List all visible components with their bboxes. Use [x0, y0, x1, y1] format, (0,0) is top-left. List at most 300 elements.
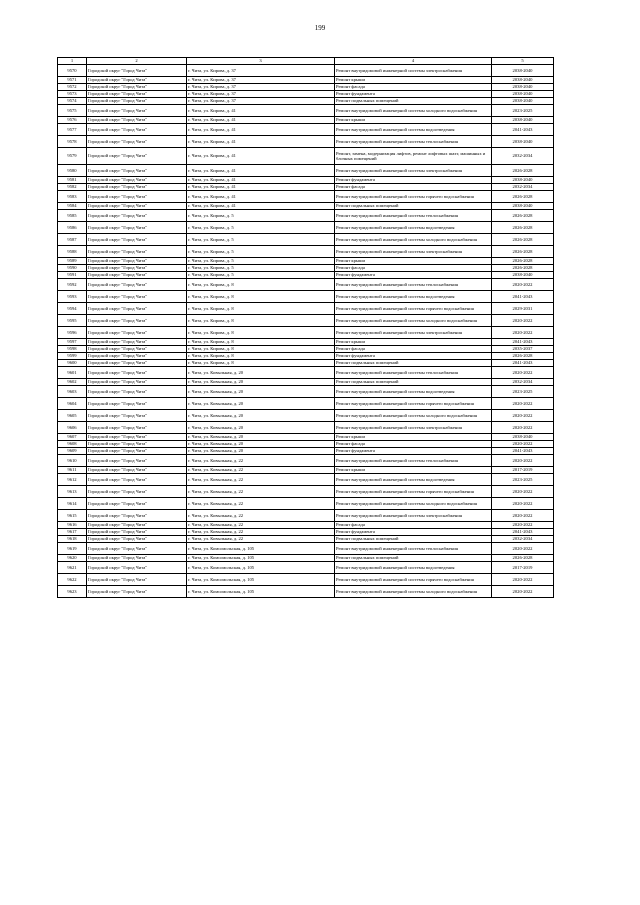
table-row	[58, 386, 554, 398]
row-organization: Городской округ "Город Чита"	[87, 353, 187, 360]
row-number: 9583	[58, 191, 87, 203]
row-organization: Городской округ "Город Чита"	[87, 386, 187, 398]
row-number: 9622	[58, 574, 87, 586]
row-period: 2020-2022	[492, 574, 554, 586]
row-organization: Городской округ "Город Чита"	[87, 184, 187, 191]
table-row	[58, 422, 554, 434]
row-number: 9584	[58, 203, 87, 210]
row-address: г. Чита, ул. Кирова, д. 37	[187, 77, 335, 84]
row-organization: Городской округ "Город Чита"	[87, 379, 187, 386]
row-work-type: Ремонт внутридомовой инженерной системы теплоснабжения	[335, 367, 492, 379]
table-row	[58, 203, 554, 210]
row-organization: Городской округ "Город Чита"	[87, 474, 187, 486]
row-address: г. Чита, ул. Ковыльная, д. 22	[187, 510, 335, 522]
row-number: 9592	[58, 279, 87, 291]
row-number: 9585	[58, 210, 87, 222]
row-number: 9621	[58, 562, 87, 574]
table-row	[58, 177, 554, 184]
row-number: 9577	[58, 124, 87, 136]
row-address: г. Чита, ул. Кирова, д. 5	[187, 272, 335, 279]
row-work-type: Ремонт внутридомовой инженерной системы холодного водоснабжения	[335, 586, 492, 598]
row-organization: Городской округ "Город Чита"	[87, 360, 187, 367]
row-period: 2020-2022	[492, 367, 554, 379]
row-organization: Городской округ "Город Чита"	[87, 177, 187, 184]
row-organization: Городской округ "Город Чита"	[87, 529, 187, 536]
row-period: 2026-2028	[492, 222, 554, 234]
table-row	[58, 191, 554, 203]
table-row	[58, 136, 554, 148]
row-address: г. Чита, ул. Ковыльная, д. 22	[187, 522, 335, 529]
row-organization: Городской округ "Город Чита"	[87, 84, 187, 91]
row-work-type: Ремонт внутридомовой инженерной системы теплоснабжения	[335, 210, 492, 222]
row-organization: Городской округ "Город Чита"	[87, 98, 187, 105]
table-row	[58, 543, 554, 555]
row-number: 9620	[58, 555, 87, 562]
row-address: г. Чита, ул. Кирова, д. 37	[187, 84, 335, 91]
row-work-type: Ремонт внутридомовой инженерной системы горячего водоснабжения	[335, 303, 492, 315]
row-number: 9589	[58, 258, 87, 265]
row-period: 2026-2028	[492, 191, 554, 203]
row-address: г. Чита, ул. Кирова, д. 5	[187, 258, 335, 265]
row-address: г. Чита, ул. Ковыльная, д. 20	[187, 448, 335, 455]
row-period: 2026-2028	[492, 258, 554, 265]
row-organization: Городской округ "Город Чита"	[87, 455, 187, 467]
row-work-type: Ремонт внутридомовой инженерной системы теплоснабжения	[335, 279, 492, 291]
row-period: 2038-2040	[492, 272, 554, 279]
row-address: г. Чита, ул. Ковыльная, д. 22	[187, 486, 335, 498]
row-work-type: Ремонт внутридомовой инженерной системы электроснабжения	[335, 422, 492, 434]
row-period: 2020-2022	[492, 398, 554, 410]
row-number: 9581	[58, 177, 87, 184]
row-organization: Городской округ "Город Чита"	[87, 258, 187, 265]
row-address: г. Чита, ул. Кирова, д. 37	[187, 98, 335, 105]
row-period: 2026-2028	[492, 265, 554, 272]
row-number: 9617	[58, 529, 87, 536]
table-row	[58, 98, 554, 105]
row-period: 2041-2043	[492, 291, 554, 303]
row-address: г. Чита, ул. Ковыльная, д. 20	[187, 367, 335, 379]
row-address: г. Чита, ул. Ковыльная, д. 22	[187, 474, 335, 486]
table-row	[58, 117, 554, 124]
row-work-type: Ремонт внутридомовой инженерной системы водоотведения	[335, 124, 492, 136]
row-work-type: Ремонт внутридомовой инженерной системы холодного водоснабжения	[335, 315, 492, 327]
row-organization: Городской округ "Город Чита"	[87, 291, 187, 303]
row-work-type: Ремонт крыши	[335, 117, 492, 124]
row-work-type: Ремонт фундамента	[335, 272, 492, 279]
row-number: 9611	[58, 467, 87, 474]
row-organization: Городской округ "Город Чита"	[87, 339, 187, 346]
row-address: г. Чита, ул. Ковыльная, д. 20	[187, 386, 335, 398]
table-row	[58, 105, 554, 117]
row-organization: Городской округ "Город Чита"	[87, 136, 187, 148]
row-organization: Городской округ "Город Чита"	[87, 522, 187, 529]
table-row	[58, 434, 554, 441]
row-number: 9598	[58, 346, 87, 353]
row-period: 2035-2037	[492, 346, 554, 353]
row-number: 9606	[58, 422, 87, 434]
table-row	[58, 529, 554, 536]
row-address: г. Чита, ул. Кирова, д. 8	[187, 279, 335, 291]
row-work-type: Ремонт внутридомовой инженерной системы горячего водоснабжения	[335, 398, 492, 410]
row-period: 2020-2022	[492, 543, 554, 555]
table-row	[58, 279, 554, 291]
row-period: 2029-2031	[492, 303, 554, 315]
row-number: 9609	[58, 448, 87, 455]
row-work-type: Ремонт внутридомовой инженерной системы теплоснабжения	[335, 543, 492, 555]
row-work-type: Ремонт внутридомовой инженерной системы электроснабжения	[335, 65, 492, 77]
row-address: г. Чита, ул. Кирова, д. 41	[187, 105, 335, 117]
row-organization: Городской округ "Город Чита"	[87, 441, 187, 448]
row-organization: Городской округ "Город Чита"	[87, 77, 187, 84]
table-row	[58, 455, 554, 467]
row-address: г. Чита, ул. Кирова, д. 37	[187, 65, 335, 77]
row-address: г. Чита, ул. Кирова, д. 41	[187, 203, 335, 210]
row-work-type: Ремонт фасада	[335, 184, 492, 191]
row-period: 2026-2028	[492, 165, 554, 177]
row-number: 9623	[58, 586, 87, 598]
row-organization: Городской округ "Город Чита"	[87, 222, 187, 234]
row-number: 9615	[58, 510, 87, 522]
row-period: 2020-2022	[492, 410, 554, 422]
row-work-type: Ремонт фасада	[335, 441, 492, 448]
row-organization: Городской округ "Город Чита"	[87, 327, 187, 339]
row-period: 2038-2040	[492, 177, 554, 184]
row-address: г. Чита, ул. Кирова, д. 8	[187, 353, 335, 360]
row-address: г. Чита, ул. Ковыльная, д. 20	[187, 434, 335, 441]
row-organization: Городской округ "Город Чита"	[87, 486, 187, 498]
table-row	[58, 234, 554, 246]
row-work-type: Ремонт фундамента	[335, 353, 492, 360]
table-row	[58, 272, 554, 279]
row-address: г. Чита, ул. Ковыльная, д. 20	[187, 398, 335, 410]
row-work-type: Ремонт подвальных помещений	[335, 536, 492, 543]
row-number: 9579	[58, 148, 87, 165]
table-row	[58, 536, 554, 543]
table-row	[58, 77, 554, 84]
table-row	[58, 498, 554, 510]
row-period: 2026-2028	[492, 234, 554, 246]
register-table	[57, 57, 554, 598]
row-number: 9608	[58, 441, 87, 448]
row-number: 9610	[58, 455, 87, 467]
row-organization: Городской округ "Город Чита"	[87, 117, 187, 124]
row-number: 9580	[58, 165, 87, 177]
row-organization: Городской округ "Город Чита"	[87, 165, 187, 177]
row-number: 9616	[58, 522, 87, 529]
row-number: 9590	[58, 265, 87, 272]
row-work-type: Ремонт подвальных помещений	[335, 98, 492, 105]
table-row	[58, 91, 554, 98]
row-number: 9594	[58, 303, 87, 315]
row-address: г. Чита, ул. Комсомольская, д. 105	[187, 574, 335, 586]
row-number: 9588	[58, 246, 87, 258]
row-number: 9603	[58, 386, 87, 398]
row-number: 9614	[58, 498, 87, 510]
row-number: 9576	[58, 117, 87, 124]
row-organization: Городской округ "Город Чита"	[87, 562, 187, 574]
row-address: г. Чита, ул. Кирова, д. 5	[187, 265, 335, 272]
table-row	[58, 265, 554, 272]
row-organization: Городской округ "Город Чита"	[87, 124, 187, 136]
row-organization: Городской округ "Город Чита"	[87, 586, 187, 598]
row-organization: Городской округ "Город Чита"	[87, 148, 187, 165]
row-period: 2041-2043	[492, 529, 554, 536]
row-period: 2020-2022	[492, 498, 554, 510]
row-number: 9587	[58, 234, 87, 246]
row-work-type: Ремонт подвальных помещений	[335, 360, 492, 367]
row-organization: Городской округ "Город Чита"	[87, 422, 187, 434]
row-work-type: Ремонт крыши	[335, 258, 492, 265]
row-period: 2041-2043	[492, 360, 554, 367]
column-header: 1	[58, 58, 87, 65]
table-row	[58, 379, 554, 386]
row-period: 2026-2028	[492, 246, 554, 258]
row-number: 9574	[58, 98, 87, 105]
row-address: г. Чита, ул. Кирова, д. 41	[187, 184, 335, 191]
row-address: г. Чита, ул. Ковыльная, д. 22	[187, 536, 335, 543]
row-organization: Городской округ "Город Чита"	[87, 234, 187, 246]
row-organization: Городской округ "Город Чита"	[87, 510, 187, 522]
row-period: 2020-2022	[492, 455, 554, 467]
row-organization: Городской округ "Город Чита"	[87, 467, 187, 474]
row-period: 2041-2043	[492, 448, 554, 455]
row-number: 9597	[58, 339, 87, 346]
row-work-type: Ремонт внутридомовой инженерной системы холодного водоснабжения	[335, 498, 492, 510]
row-address: г. Чита, ул. Кирова, д. 41	[187, 165, 335, 177]
row-work-type: Ремонт внутридомовой инженерной системы холодного водоснабжения	[335, 410, 492, 422]
table-row	[58, 346, 554, 353]
row-period: 2020-2022	[492, 522, 554, 529]
row-work-type: Ремонт подвальных помещений	[335, 555, 492, 562]
table-row	[58, 448, 554, 455]
row-address: г. Чита, ул. Кирова, д. 5	[187, 234, 335, 246]
row-address: г. Чита, ул. Ковыльная, д. 22	[187, 529, 335, 536]
table-row	[58, 510, 554, 522]
table-row	[58, 353, 554, 360]
row-address: г. Чита, ул. Кирова, д. 41	[187, 191, 335, 203]
row-work-type: Ремонт внутридомовой инженерной системы горячего водоснабжения	[335, 191, 492, 203]
row-number: 9604	[58, 398, 87, 410]
row-address: г. Чита, ул. Ковыльная, д. 20	[187, 441, 335, 448]
row-work-type: Ремонт внутридомовой инженерной системы холодного водоснабжения	[335, 105, 492, 117]
row-address: г. Чита, ул. Ковыльная, д. 20	[187, 379, 335, 386]
row-work-type: Ремонт внутридомовой инженерной системы горячего водоснабжения	[335, 486, 492, 498]
row-address: г. Чита, ул. Кирова, д. 8	[187, 303, 335, 315]
row-period: 2038-2040	[492, 91, 554, 98]
page-number: 199	[314, 24, 326, 32]
row-address: г. Чита, ул. Кирова, д. 5	[187, 222, 335, 234]
table-row	[58, 486, 554, 498]
row-organization: Городской округ "Город Чита"	[87, 65, 187, 77]
row-period: 2026-2028	[492, 353, 554, 360]
row-address: г. Чита, ул. Кирова, д. 41	[187, 177, 335, 184]
row-work-type: Ремонт внутридомовой инженерной системы электроснабжения	[335, 165, 492, 177]
row-number: 9599	[58, 353, 87, 360]
row-organization: Городской округ "Город Чита"	[87, 555, 187, 562]
row-address: г. Чита, ул. Ковыльная, д. 20	[187, 422, 335, 434]
row-organization: Городской округ "Город Чита"	[87, 272, 187, 279]
table-row	[58, 398, 554, 410]
column-header: 2	[87, 58, 187, 65]
row-number: 9575	[58, 105, 87, 117]
row-work-type: Ремонт фундамента	[335, 448, 492, 455]
row-number: 9591	[58, 272, 87, 279]
row-address: г. Чита, ул. Комсомольская, д. 105	[187, 555, 335, 562]
table-row	[58, 124, 554, 136]
row-number: 9619	[58, 543, 87, 555]
table-row	[58, 360, 554, 367]
row-number: 9607	[58, 434, 87, 441]
row-organization: Городской округ "Город Чита"	[87, 574, 187, 586]
row-period: 2038-2040	[492, 98, 554, 105]
row-address: г. Чита, ул. Кирова, д. 8	[187, 315, 335, 327]
row-number: 9601	[58, 367, 87, 379]
table-row	[58, 65, 554, 77]
row-period: 2023-2025	[492, 386, 554, 398]
row-organization: Городской округ "Город Чита"	[87, 536, 187, 543]
row-period: 2020-2022	[492, 586, 554, 598]
row-organization: Городской округ "Город Чита"	[87, 498, 187, 510]
row-work-type: Ремонт внутридомовой инженерной системы водоотведения	[335, 562, 492, 574]
table-row	[58, 315, 554, 327]
row-period: 2038-2040	[492, 203, 554, 210]
table-row	[58, 574, 554, 586]
table-row	[58, 258, 554, 265]
row-organization: Городской округ "Город Чита"	[87, 265, 187, 272]
row-address: г. Чита, ул. Комсомольская, д. 105	[187, 562, 335, 574]
row-address: г. Чита, ул. Кирова, д. 8	[187, 346, 335, 353]
row-work-type: Ремонт крыши	[335, 77, 492, 84]
row-number: 9593	[58, 291, 87, 303]
row-period: 2038-2040	[492, 77, 554, 84]
row-work-type: Ремонт внутридомовой инженерной системы водоотведения	[335, 222, 492, 234]
row-organization: Городской округ "Город Чита"	[87, 91, 187, 98]
row-number: 9586	[58, 222, 87, 234]
row-work-type: Ремонт крыши	[335, 339, 492, 346]
row-organization: Городской округ "Город Чита"	[87, 346, 187, 353]
row-period: 2020-2022	[492, 486, 554, 498]
row-work-type: Ремонт фасада	[335, 346, 492, 353]
row-period: 2023-2025	[492, 105, 554, 117]
row-address: г. Чита, ул. Кирова, д. 41	[187, 124, 335, 136]
row-organization: Городской округ "Город Чита"	[87, 398, 187, 410]
row-period: 2032-2034	[492, 379, 554, 386]
row-work-type: Ремонт внутридомовой инженерной системы электроснабжения	[335, 510, 492, 522]
row-address: г. Чита, ул. Ковыльная, д. 20	[187, 410, 335, 422]
row-address: г. Чита, ул. Кирова, д. 41	[187, 148, 335, 165]
table-row	[58, 467, 554, 474]
row-address: г. Чита, ул. Комсомольская, д. 105	[187, 586, 335, 598]
row-number: 9613	[58, 486, 87, 498]
row-work-type: Ремонт крыши	[335, 434, 492, 441]
row-address: г. Чита, ул. Ковыльная, д. 22	[187, 498, 335, 510]
row-period: 2038-2040	[492, 434, 554, 441]
row-address: г. Чита, ул. Комсомольская, д. 105	[187, 543, 335, 555]
row-work-type: Ремонт фасада	[335, 522, 492, 529]
row-period: 2026-2028	[492, 555, 554, 562]
row-organization: Городской округ "Город Чита"	[87, 410, 187, 422]
row-number: 9570	[58, 65, 87, 77]
row-period: 2038-2040	[492, 84, 554, 91]
row-address: г. Чита, ул. Кирова, д. 8	[187, 339, 335, 346]
table-row	[58, 367, 554, 379]
table-row	[58, 210, 554, 222]
table-row	[58, 303, 554, 315]
row-address: г. Чита, ул. Кирова, д. 5	[187, 210, 335, 222]
table-body	[58, 65, 554, 598]
row-work-type: Ремонт фундамента	[335, 529, 492, 536]
column-header: 5	[492, 58, 554, 65]
table-row	[58, 184, 554, 191]
row-address: г. Чита, ул. Кирова, д. 37	[187, 91, 335, 98]
row-number: 9600	[58, 360, 87, 367]
row-period: 2026-2028	[492, 210, 554, 222]
row-organization: Городской округ "Город Чита"	[87, 203, 187, 210]
row-period: 2020-2022	[492, 327, 554, 339]
row-period: 2020-2022	[492, 441, 554, 448]
row-number: 9582	[58, 184, 87, 191]
table-row	[58, 562, 554, 574]
row-period: 2020-2022	[492, 279, 554, 291]
header-row	[58, 58, 554, 65]
row-period: 2041-2043	[492, 124, 554, 136]
row-period: 2038-2040	[492, 117, 554, 124]
row-work-type: Ремонт фасада	[335, 84, 492, 91]
row-work-type: Ремонт внутридомовой инженерной системы электроснабжения	[335, 327, 492, 339]
row-work-type: Ремонт внутридомовой инженерной системы водоотведения	[335, 291, 492, 303]
row-work-type: Ремонт фундамента	[335, 91, 492, 98]
table-row	[58, 410, 554, 422]
table-row	[58, 327, 554, 339]
row-work-type: Ремонт внутридомовой инженерной системы теплоснабжения	[335, 455, 492, 467]
row-address: г. Чита, ул. Ковыльная, д. 22	[187, 467, 335, 474]
row-work-type: Ремонт, замена, модернизация лифтов, ремонт лифтовых шахт, машинных и блочных помещений	[335, 148, 492, 165]
row-address: г. Чита, ул. Кирова, д. 8	[187, 291, 335, 303]
row-number: 9578	[58, 136, 87, 148]
row-period: 2038-2040	[492, 65, 554, 77]
row-number: 9573	[58, 91, 87, 98]
table-row	[58, 165, 554, 177]
table-row	[58, 222, 554, 234]
row-period: 2020-2022	[492, 422, 554, 434]
row-period: 2032-2034	[492, 148, 554, 165]
row-organization: Городской округ "Город Чита"	[87, 303, 187, 315]
row-period: 2017-2019	[492, 562, 554, 574]
table-row	[58, 339, 554, 346]
table-row	[58, 246, 554, 258]
row-organization: Городской округ "Город Чита"	[87, 448, 187, 455]
row-number: 9602	[58, 379, 87, 386]
row-period: 2020-2022	[492, 510, 554, 522]
table-row	[58, 441, 554, 448]
row-work-type: Ремонт фундамента	[335, 177, 492, 184]
row-organization: Городской округ "Город Чита"	[87, 315, 187, 327]
row-organization: Городской округ "Город Чита"	[87, 105, 187, 117]
row-organization: Городской округ "Город Чита"	[87, 246, 187, 258]
row-period: 2032-2034	[492, 536, 554, 543]
row-period: 2020-2022	[492, 315, 554, 327]
table-row	[58, 586, 554, 598]
row-work-type: Ремонт внутридомовой инженерной системы горячего водоснабжения	[335, 574, 492, 586]
row-period: 2038-2040	[492, 136, 554, 148]
row-address: г. Чита, ул. Ковыльная, д. 22	[187, 455, 335, 467]
row-work-type: Ремонт подвальных помещений	[335, 379, 492, 386]
row-work-type: Ремонт подвальных помещений	[335, 203, 492, 210]
row-number: 9572	[58, 84, 87, 91]
row-period: 2017-2019	[492, 467, 554, 474]
row-number: 9605	[58, 410, 87, 422]
row-address: г. Чита, ул. Кирова, д. 5	[187, 246, 335, 258]
